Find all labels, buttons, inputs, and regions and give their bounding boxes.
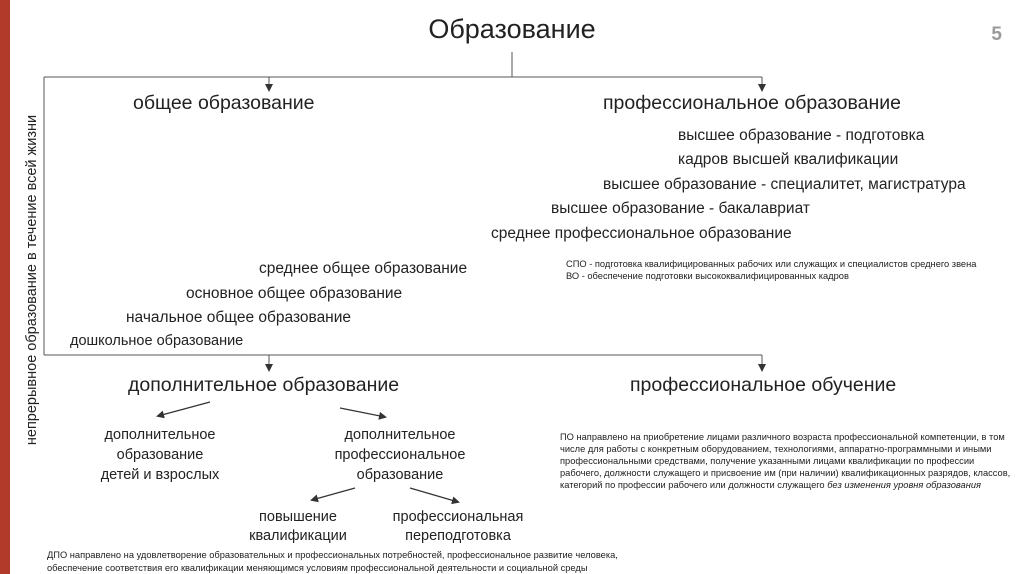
children-adults-line: дополнительное (104, 427, 216, 443)
qualification-line: квалификации (249, 528, 347, 544)
professional-training-label: профессиональное обучение (630, 374, 897, 396)
page-number: 5 (991, 24, 1002, 45)
po-note-italic: без изменения уровня образования (827, 480, 981, 490)
spo-note: СПО - подготовка квалифицированных рабочих или служащих и специалистов среднего звена (566, 259, 977, 269)
children-adults-line: образование (116, 447, 204, 463)
general-level-secondary: среднее общее образование (259, 260, 468, 277)
prof-level-highest-1: высшее образование - подготовка (678, 127, 925, 144)
professional-education-label: профессиональное образование (603, 92, 901, 114)
prof-level-secondary: среднее профессиональное образование (491, 225, 792, 242)
prof-level-specialist: высшее образование - специалитет, магистратура (603, 176, 966, 193)
children-adults-node (80, 425, 240, 485)
arrow-to-additional-prof (340, 408, 385, 417)
po-note-text: ПО направлено на приобретение лицами различного возраста профессиональной компетенции, в том числе для работы с конкретным оборудованием, технологиями, аппаратно-программными и иными профессиональными средствами, получение указанными лицами квалификации по профессии рабочего, должности служащего и присвоение им (при наличии) квалификационных разрядов, классов, категорий по профессии рабочего или должности служащего (560, 432, 1011, 490)
general-level-basic: основное общее образование (186, 285, 403, 302)
po-note (560, 431, 1012, 491)
additional-education-label: дополнительное образование (128, 374, 400, 396)
prof-level-bachelor: высшее образование - бакалавриат (551, 200, 810, 217)
additional-prof-line: дополнительное (344, 427, 456, 443)
qualification-node (238, 508, 358, 546)
general-education-label: общее образование (133, 92, 315, 114)
dpo-note-line-1: ДПО направлено на удовлетворение образовательных и профессиональных потребностей, профессиональное развитие человека, (47, 550, 618, 560)
children-adults-line: детей и взрослых (100, 467, 220, 483)
retraining-node (378, 508, 538, 546)
vo-note: ВО - обеспечение подготовки высококвалифицированных кадров (566, 271, 849, 281)
additional-prof-line: образование (356, 467, 444, 483)
side-label: непрерывное образование в течение всей жизни (24, 114, 40, 446)
dpo-note-line-2: обеспечение соответствия его квалификации меняющимся условиям профессиональной деятельности и социальной среды (47, 563, 588, 573)
arrow-to-children-adults (158, 402, 210, 416)
qualification-line: повышение (259, 509, 337, 525)
retraining-line: переподготовка (405, 528, 511, 544)
general-level-preschool: дошкольное образование (70, 333, 244, 349)
additional-prof-line: профессиональное (334, 447, 466, 463)
arrow-to-retraining (410, 488, 458, 502)
additional-prof-node (320, 425, 480, 485)
general-level-primary: начальное общее образование (126, 309, 352, 326)
prof-level-highest-2: кадров высшей квалификации (678, 151, 899, 168)
retraining-line: профессиональная (392, 509, 524, 525)
page-title: Образование (428, 14, 596, 44)
arrow-to-qualification (312, 488, 355, 500)
